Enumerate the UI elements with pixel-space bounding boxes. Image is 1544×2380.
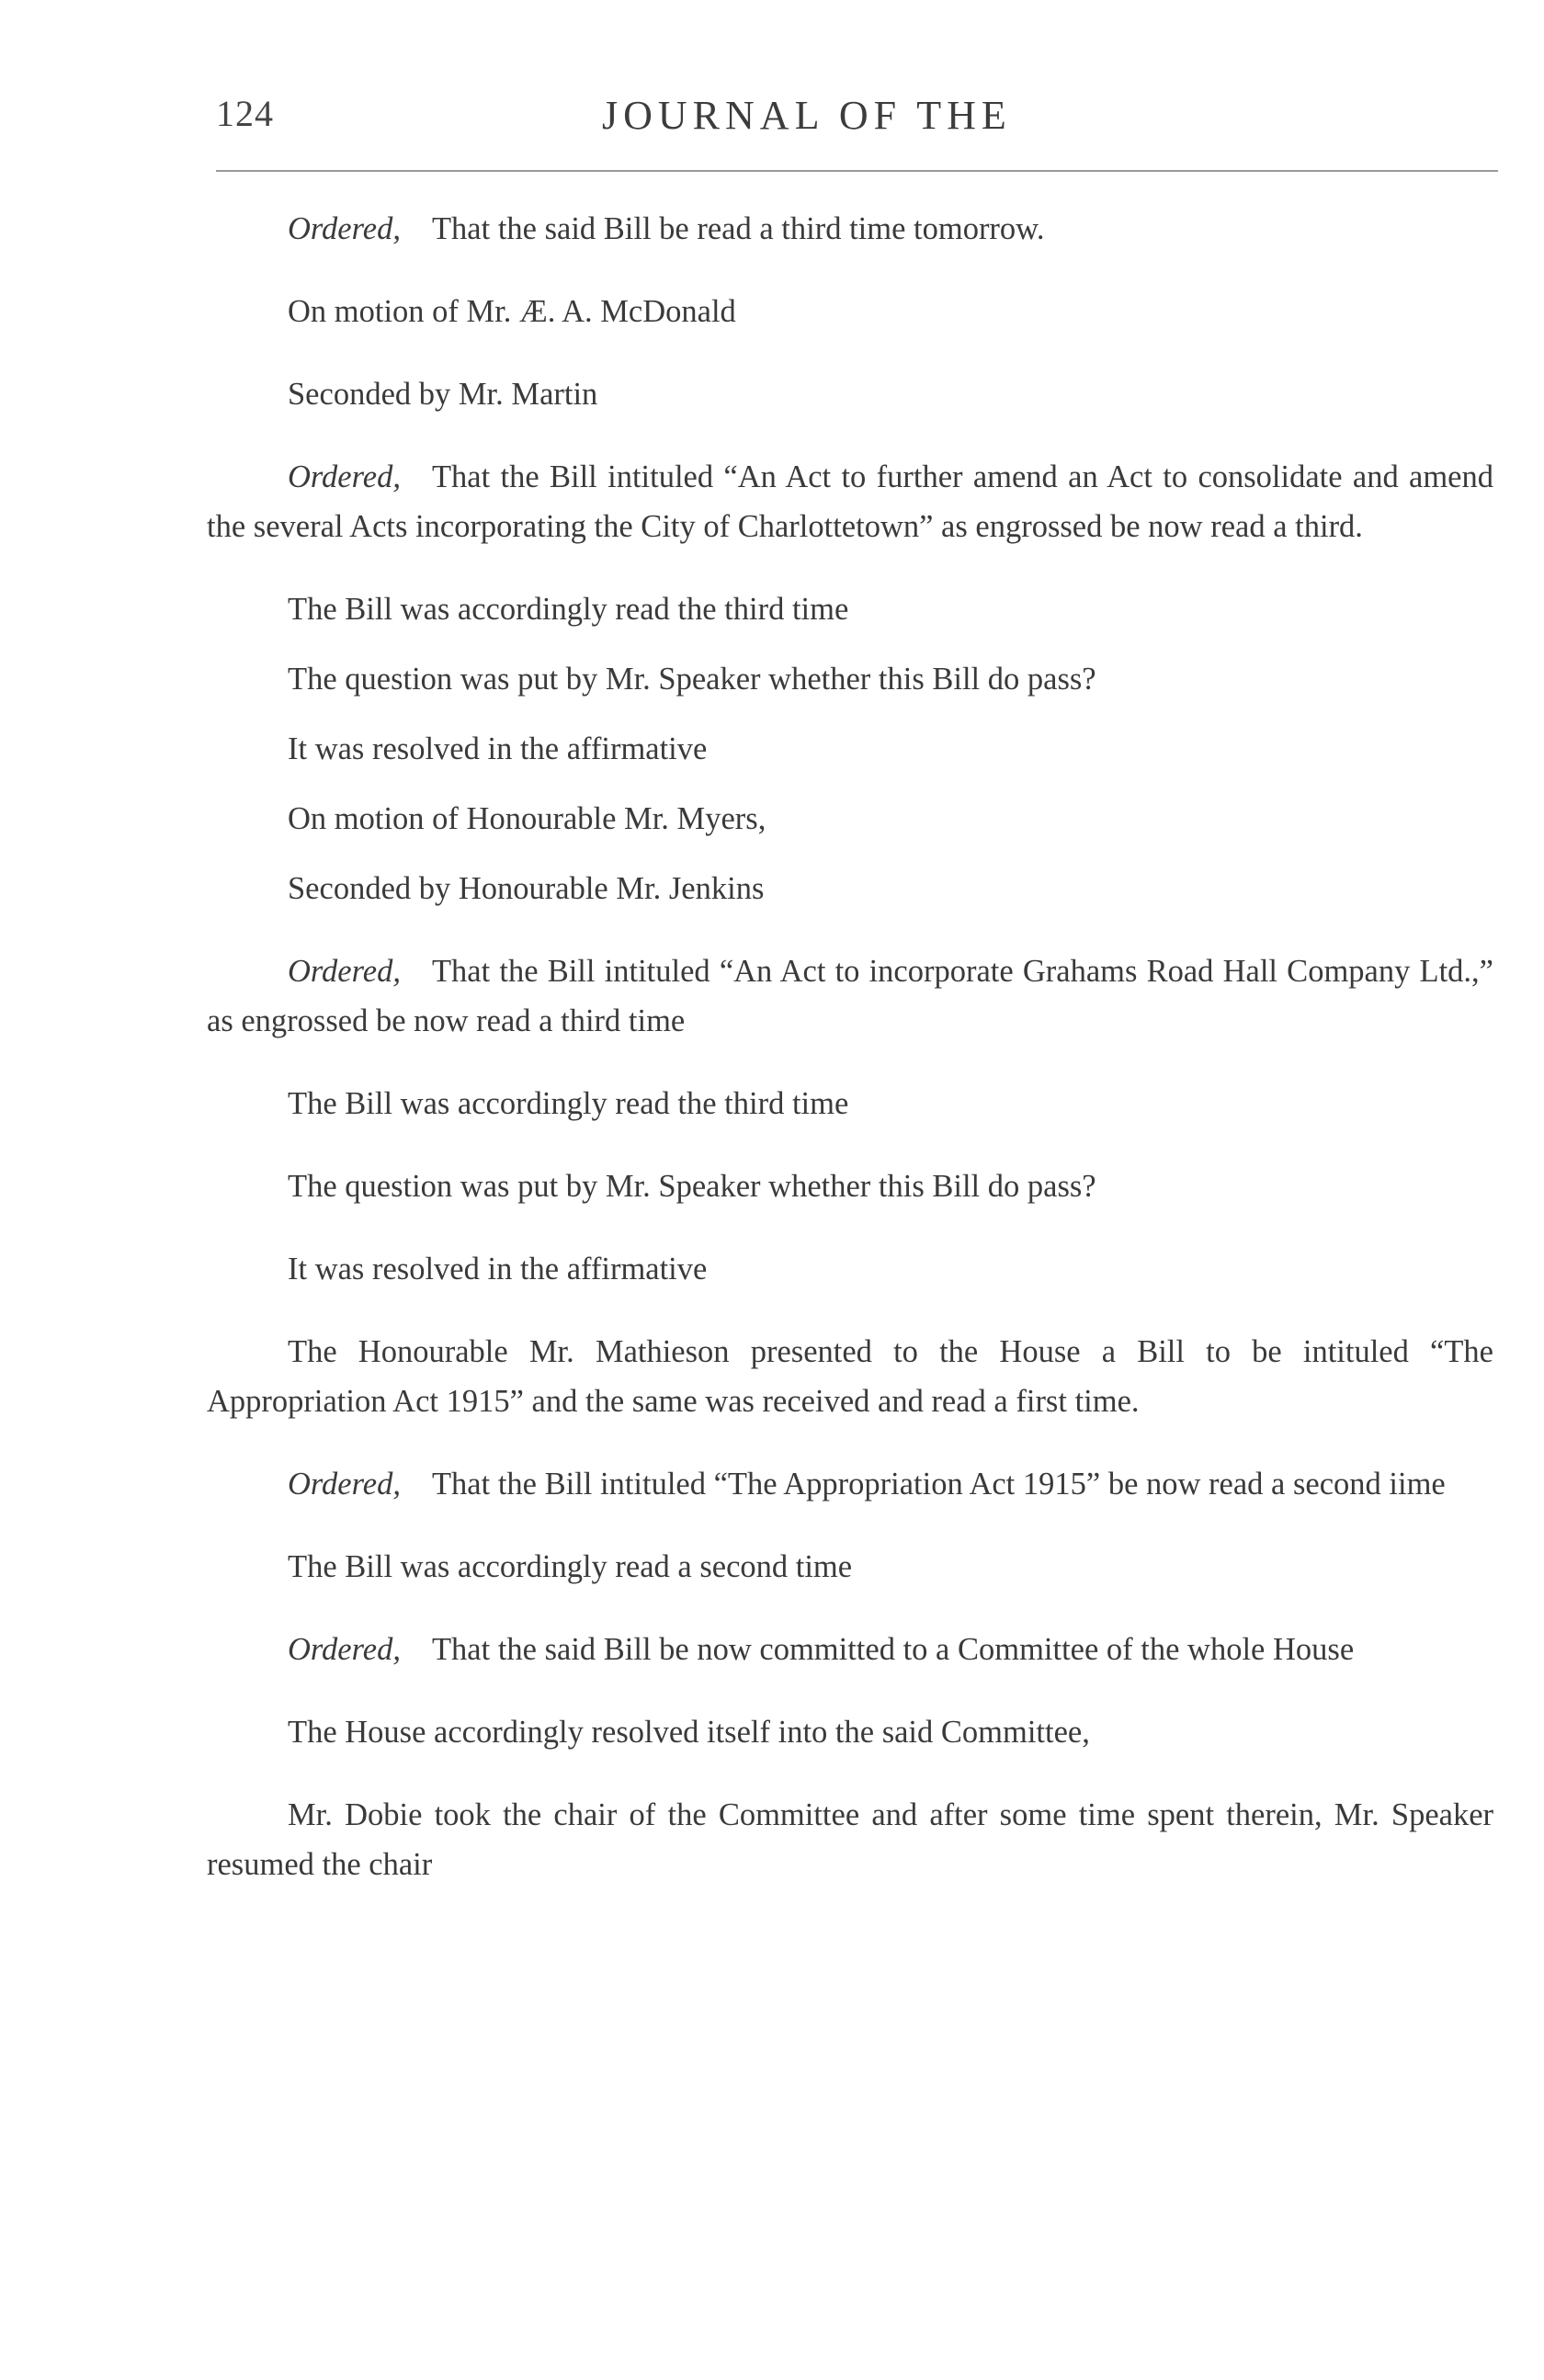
paragraph-text: That the Bill intituled “The Appropriation Act 1915” be now read a second iime xyxy=(431,1467,1446,1502)
ordered-label: Ordered, xyxy=(288,954,401,989)
paragraph-ordered-charlottetown-act xyxy=(207,452,1493,551)
paragraph-text: The Honourable Mr. Mathieson presented to the House a Bill to be intituled “The Appropriation Act 1915” and the same was received and read a first time. xyxy=(207,1334,1493,1419)
paragraph-text: Mr. Dobie took the chair of the Committee and after some time spent therein, Mr. Speaker resumed the chair xyxy=(207,1797,1493,1882)
paragraph-dobie-chair xyxy=(207,1790,1493,1889)
paragraph-read-third-2 xyxy=(207,1079,1493,1128)
paragraph-ordered-committee xyxy=(207,1625,1493,1674)
paragraph-text: The question was put by Mr. Speaker whether this Bill do pass? xyxy=(288,1169,1096,1204)
paragraph-ordered-second-reading xyxy=(207,1459,1493,1509)
paragraph-text: The House accordingly resolved itself into the said Committee, xyxy=(288,1715,1090,1750)
paragraph-motion xyxy=(207,287,1493,336)
ordered-label: Ordered, xyxy=(288,211,401,246)
paragraph-motion-myers xyxy=(207,794,1493,844)
paragraph-text: The Bill was accordingly read the third time xyxy=(288,1086,849,1121)
paragraph-appropriation-presented xyxy=(207,1327,1493,1426)
paragraph-text: It was resolved in the affirmative xyxy=(288,731,708,766)
paragraph-read-second xyxy=(207,1542,1493,1592)
paragraph-ordered-third-reading xyxy=(207,204,1493,254)
header-rule xyxy=(216,170,1498,172)
paragraph-text: The question was put by Mr. Speaker whether this Bill do pass? xyxy=(288,662,1096,697)
page-header xyxy=(216,92,1498,147)
ordered-label: Ordered, xyxy=(288,459,401,494)
paragraph-house-resolved xyxy=(207,1707,1493,1757)
paragraph-text: That the said Bill be read a third time tomorrow. xyxy=(431,211,1045,246)
paragraph-text: Seconded by Honourable Mr. Jenkins xyxy=(288,871,765,906)
running-head: JOURNAL OF THE xyxy=(602,93,1012,138)
paragraph-text: The Bill was accordingly read a second time xyxy=(288,1549,853,1584)
paragraph-text: That the Bill intituled “An Act to incorporate Grahams Road Hall Company Ltd.,” as engrossed be now read a third time xyxy=(207,954,1493,1038)
paragraph-seconded-jenkins xyxy=(207,864,1493,913)
paragraph-text: Seconded by Mr. Martin xyxy=(288,377,598,412)
paragraph-resolved-2 xyxy=(207,1244,1493,1294)
paragraph-seconded xyxy=(207,369,1493,419)
paragraph-ordered-grahams-road xyxy=(207,946,1493,1046)
paragraph-question-2 xyxy=(207,1162,1493,1211)
paragraph-text: That the said Bill be now committed to a Committee of the whole House xyxy=(431,1632,1355,1667)
ordered-label: Ordered, xyxy=(288,1467,401,1502)
paragraph-text: On motion of Mr. Æ. A. McDonald xyxy=(288,294,736,329)
paragraph-question xyxy=(207,654,1493,704)
ordered-label: Ordered, xyxy=(288,1632,401,1667)
paragraph-text: That the Bill intituled “An Act to further amend an Act to consolidate and amend the several Acts incorporating the City of Charlottetown” as engrossed be now read a third. xyxy=(207,459,1493,544)
paragraph-read-third xyxy=(207,584,1493,634)
paragraph-text: The Bill was accordingly read the third time xyxy=(288,592,849,627)
page-number: 124 xyxy=(216,93,274,134)
paragraph-text: It was resolved in the affirmative xyxy=(288,1252,708,1286)
paragraph-text: On motion of Honourable Mr. Myers, xyxy=(288,801,766,836)
paragraph-resolved xyxy=(207,724,1493,774)
journal-body xyxy=(207,204,1493,1889)
